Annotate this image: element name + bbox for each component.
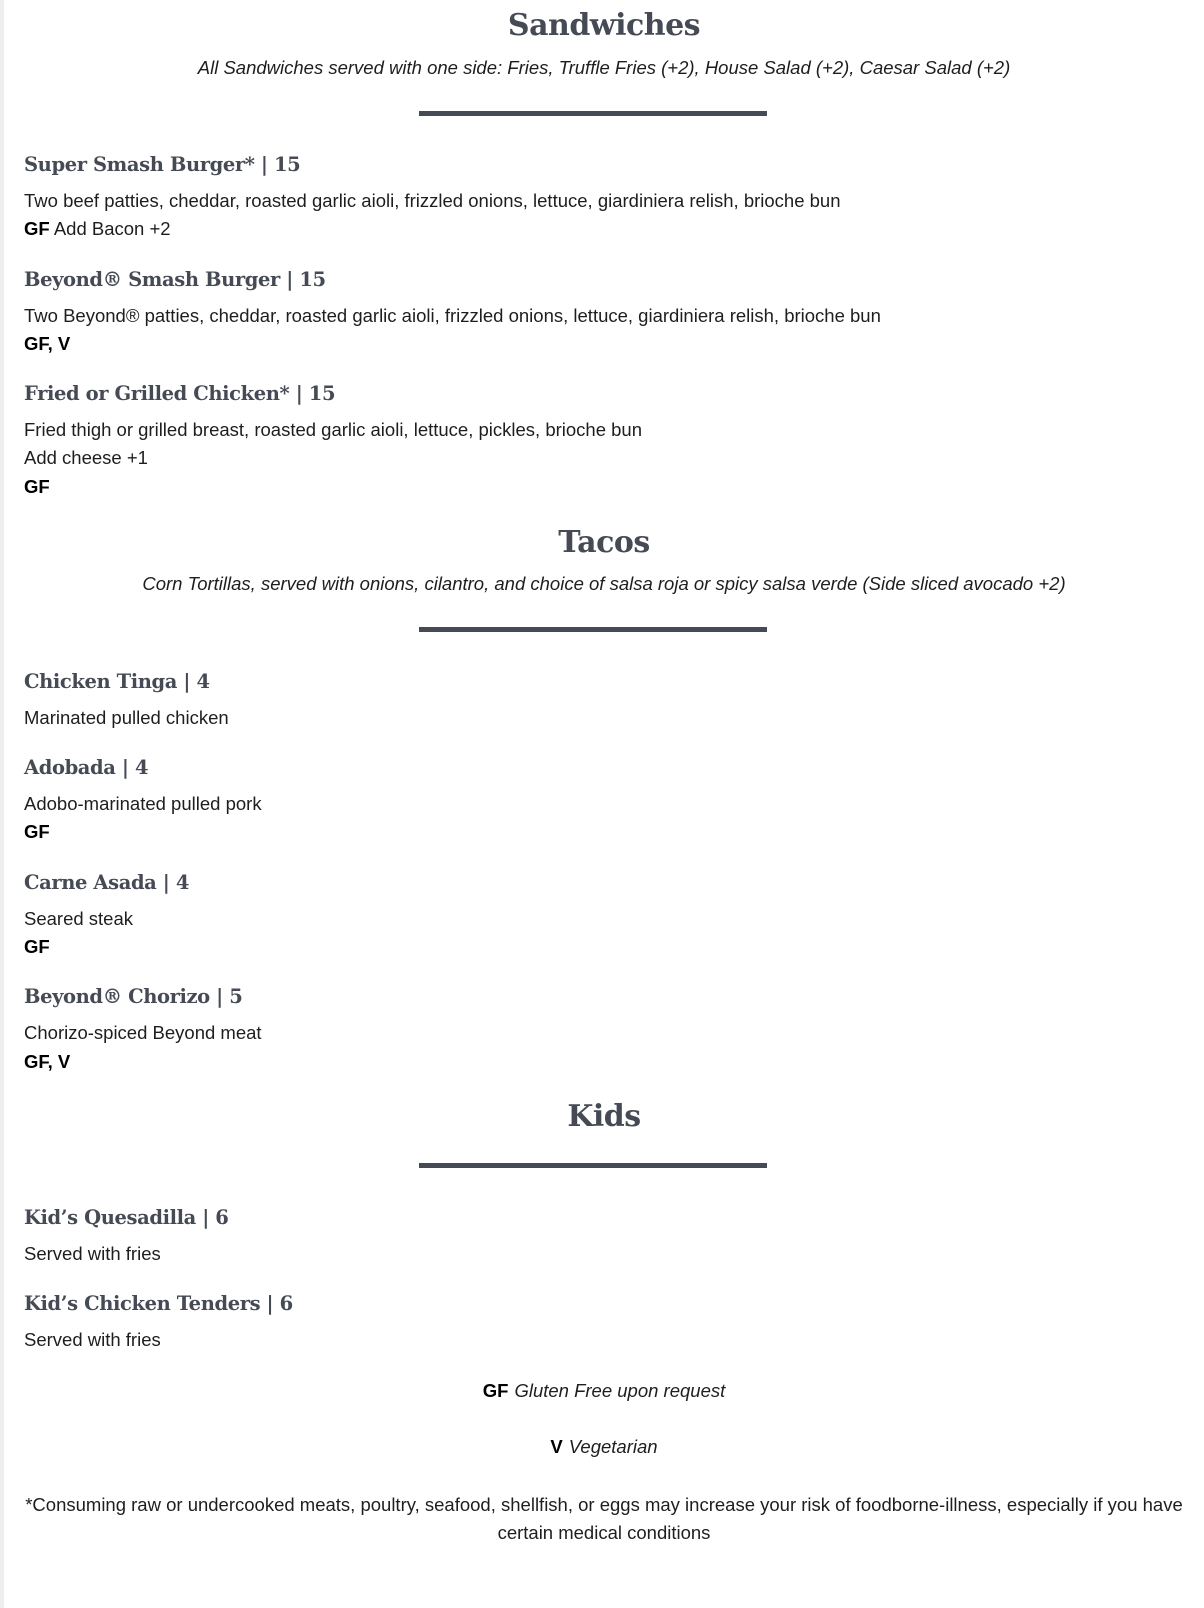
dietary-tag: GF — [24, 476, 50, 497]
item-tags — [24, 473, 50, 501]
legend-text: Gluten Free upon request — [514, 1380, 726, 1401]
section-divider — [419, 111, 767, 116]
item-description: Two Beyond® patties, cheddar, roasted garlic aioli, frizzled onions, lettuce, giardiniera relish, brioche bun — [24, 305, 881, 326]
item-title: Chicken Tinga | 4 — [24, 670, 210, 693]
item-description: Served with fries — [24, 1243, 161, 1264]
legend-vegetarian — [24, 1436, 1184, 1458]
item-description: Served with fries — [24, 1329, 161, 1350]
legend-tag: GF — [482, 1380, 509, 1401]
dietary-tag: GF — [24, 821, 50, 842]
section-title-tacos: Tacos — [558, 525, 650, 560]
item-tags — [24, 1048, 70, 1076]
item-tags — [24, 933, 50, 961]
item-description: Seared steak — [24, 908, 134, 929]
item-title: Adobada | 4 — [24, 756, 149, 779]
consumer-advisory-footnote: *Consuming raw or undercooked meats, poultry, seafood, shellfish, or eggs may increase your risk of foodborne-illness, especially if you have certain medical conditions — [25, 1494, 1183, 1543]
section-title-sandwiches: Sandwiches — [507, 8, 701, 43]
dietary-tag: GF — [24, 936, 50, 957]
item-title: Beyond® Chorizo | 5 — [24, 985, 243, 1008]
item-description: Adobo-marinated pulled pork — [24, 793, 262, 814]
item-title: Kid’s Quesadilla | 6 — [24, 1206, 229, 1229]
item-title: Kid’s Chicken Tenders | 6 — [24, 1292, 293, 1315]
dietary-tag: GF, V — [24, 1051, 71, 1072]
item-description: Fried thigh or grilled breast, roasted garlic aioli, lettuce, pickles, brioche bun — [24, 419, 643, 440]
item-title: Beyond® Smash Burger | 15 — [24, 268, 326, 291]
item-title: Carne Asada | 4 — [24, 871, 190, 894]
section-subtitle-sandwiches: All Sandwiches served with one side: Fries, Truffle Fries (+2), House Salad (+2), Caesar Salad (+2) — [197, 57, 1011, 78]
item-addon: Add cheese +1 — [24, 447, 148, 468]
item-tags — [24, 818, 50, 846]
section-title-kids: Kids — [567, 1099, 641, 1134]
item-title: Fried or Grilled Chicken* | 15 — [24, 382, 336, 405]
item-addon: Add Bacon +2 — [53, 218, 171, 239]
section-divider — [419, 627, 767, 632]
page-left-border — [0, 0, 4, 1608]
dietary-tag: GF, V — [24, 333, 71, 354]
legend-gluten-free — [24, 1380, 1184, 1402]
dietary-tag: GF — [24, 218, 50, 239]
item-tags — [24, 330, 70, 358]
item-title: Super Smash Burger* | 15 — [24, 153, 301, 176]
item-description: Marinated pulled chicken — [24, 707, 229, 728]
item-tags — [24, 215, 171, 243]
section-subtitle-tacos: Corn Tortillas, served with onions, cilantro, and choice of salsa roja or spicy salsa verde (Side sliced avocado +2) — [142, 573, 1066, 594]
item-description: Two beef patties, cheddar, roasted garlic aioli, frizzled onions, lettuce, giardiniera relish, brioche bun — [24, 190, 841, 211]
legend-text: Vegetarian — [568, 1436, 658, 1457]
item-description: Chorizo-spiced Beyond meat — [24, 1022, 262, 1043]
section-divider — [419, 1163, 767, 1168]
legend-tag: V — [550, 1436, 563, 1457]
